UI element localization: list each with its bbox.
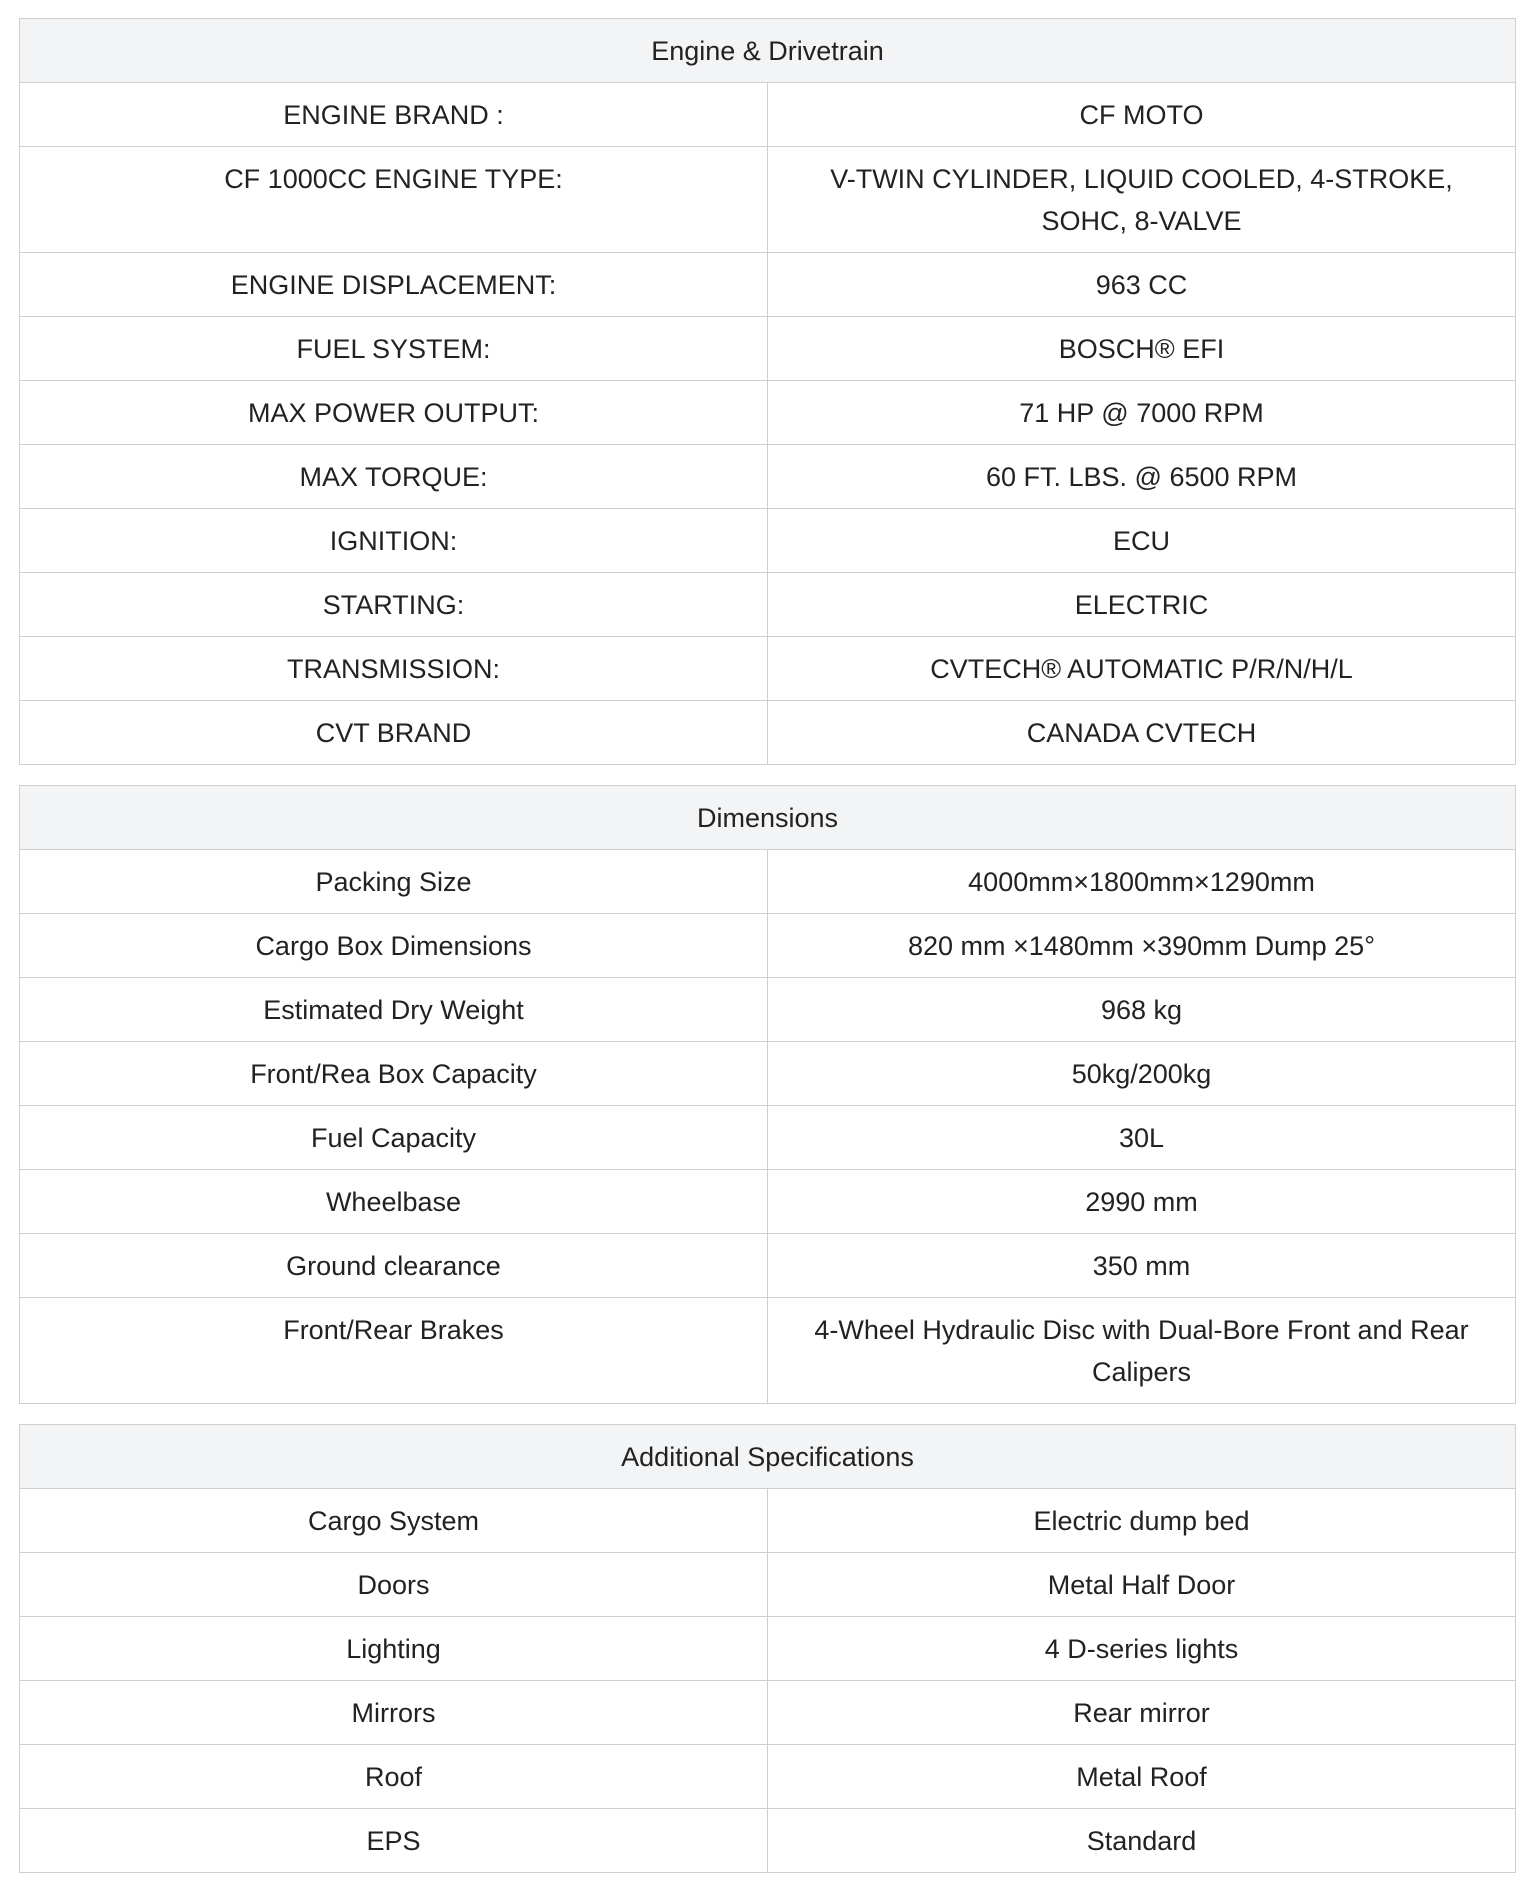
spec-value: Standard <box>768 1809 1516 1873</box>
spec-value: 820 mm ×1480mm ×390mm Dump 25° <box>768 914 1516 978</box>
table-row <box>20 1809 1516 1873</box>
table-row <box>20 317 1516 381</box>
spec-value: CF MOTO <box>768 83 1516 147</box>
table-row <box>20 637 1516 701</box>
spec-value: 4000mm×1800mm×1290mm <box>768 850 1516 914</box>
spec-label: ENGINE BRAND : <box>20 83 768 147</box>
spec-label: Packing Size <box>20 850 768 914</box>
section-title: Engine & Drivetrain <box>20 19 1516 83</box>
spec-label: Roof <box>20 1745 768 1809</box>
spec-value: 4-Wheel Hydraulic Disc with Dual-Bore Front and Rear Calipers <box>768 1298 1516 1404</box>
table-row <box>20 914 1516 978</box>
table-row <box>20 1489 1516 1553</box>
spec-value: Electric dump bed <box>768 1489 1516 1553</box>
spec-label: Ground clearance <box>20 1234 768 1298</box>
spec-value: Rear mirror <box>768 1681 1516 1745</box>
table-row <box>20 445 1516 509</box>
spec-value: 4 D-series lights <box>768 1617 1516 1681</box>
spec-label: CVT BRAND <box>20 701 768 765</box>
spec-table-dimensions <box>19 785 1516 1404</box>
spec-label: Cargo System <box>20 1489 768 1553</box>
spec-value: 71 HP @ 7000 RPM <box>768 381 1516 445</box>
spec-label: EPS <box>20 1809 768 1873</box>
spec-label: IGNITION: <box>20 509 768 573</box>
spec-label: Cargo Box Dimensions <box>20 914 768 978</box>
table-row <box>20 147 1516 253</box>
spec-label: Mirrors <box>20 1681 768 1745</box>
spec-value: CVTECH® AUTOMATIC P/R/N/H/L <box>768 637 1516 701</box>
table-row <box>20 1298 1516 1404</box>
spec-label: MAX TORQUE: <box>20 445 768 509</box>
spec-label: ENGINE DISPLACEMENT: <box>20 253 768 317</box>
table-row <box>20 83 1516 147</box>
section-header-row <box>20 19 1516 83</box>
spec-label: TRANSMISSION: <box>20 637 768 701</box>
table-row <box>20 1553 1516 1617</box>
table-row <box>20 573 1516 637</box>
spec-value: V-TWIN CYLINDER, LIQUID COOLED, 4-STROKE, SOHC, 8-VALVE <box>768 147 1516 253</box>
table-row <box>20 1745 1516 1809</box>
spec-value: ELECTRIC <box>768 573 1516 637</box>
spec-tables <box>19 18 1516 1873</box>
spec-label: CF 1000CC ENGINE TYPE: <box>20 147 768 253</box>
table-row <box>20 509 1516 573</box>
spec-label: Front/Rear Brakes <box>20 1298 768 1404</box>
spec-label: FUEL SYSTEM: <box>20 317 768 381</box>
table-row <box>20 701 1516 765</box>
spec-value: CANADA CVTECH <box>768 701 1516 765</box>
spec-value: 50kg/200kg <box>768 1042 1516 1106</box>
spec-table-additional <box>19 1424 1516 1873</box>
table-row <box>20 1617 1516 1681</box>
spec-value: 963 CC <box>768 253 1516 317</box>
table-row <box>20 381 1516 445</box>
table-row <box>20 1106 1516 1170</box>
table-row <box>20 850 1516 914</box>
spec-label: Doors <box>20 1553 768 1617</box>
spec-label: STARTING: <box>20 573 768 637</box>
spec-label: MAX POWER OUTPUT: <box>20 381 768 445</box>
section-title: Dimensions <box>20 786 1516 850</box>
spec-value: BOSCH® EFI <box>768 317 1516 381</box>
spec-value: 968 kg <box>768 978 1516 1042</box>
spec-value: 60 FT. LBS. @ 6500 RPM <box>768 445 1516 509</box>
spec-value: Metal Half Door <box>768 1553 1516 1617</box>
table-row <box>20 1042 1516 1106</box>
table-row <box>20 1681 1516 1745</box>
spec-value: 2990 mm <box>768 1170 1516 1234</box>
table-row <box>20 1170 1516 1234</box>
table-row <box>20 253 1516 317</box>
spec-label: Wheelbase <box>20 1170 768 1234</box>
spec-value: 30L <box>768 1106 1516 1170</box>
section-title: Additional Specifications <box>20 1425 1516 1489</box>
spec-label: Fuel Capacity <box>20 1106 768 1170</box>
section-header-row <box>20 786 1516 850</box>
spec-label: Lighting <box>20 1617 768 1681</box>
spec-value: Metal Roof <box>768 1745 1516 1809</box>
spec-value: 350 mm <box>768 1234 1516 1298</box>
section-header-row <box>20 1425 1516 1489</box>
spec-value: ECU <box>768 509 1516 573</box>
spec-table-engine-drivetrain <box>19 18 1516 765</box>
table-row <box>20 1234 1516 1298</box>
table-row <box>20 978 1516 1042</box>
spec-label: Estimated Dry Weight <box>20 978 768 1042</box>
spec-label: Front/Rea Box Capacity <box>20 1042 768 1106</box>
